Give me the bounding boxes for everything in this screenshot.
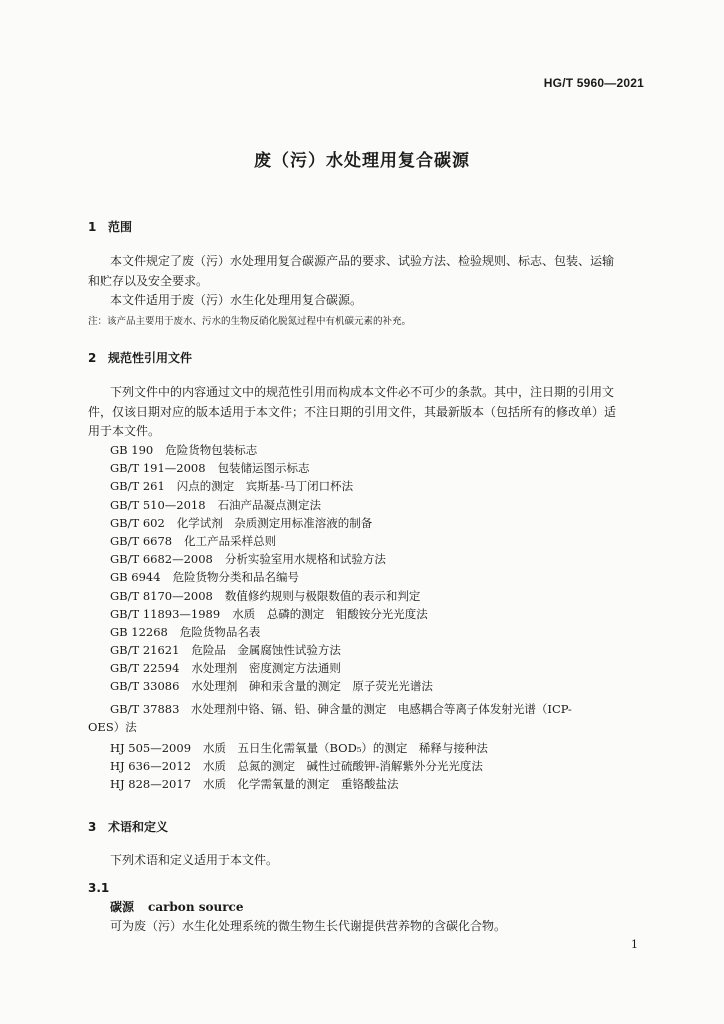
reference-code: GB/T 191—2008: [110, 461, 206, 476]
reference-title: 化工产品采样总则: [184, 533, 277, 548]
reference-line: GB/T 37883 水处理剂中铬、镉、铅、砷含量的测定 电感耦合等离子体发射光谱（ICP-: [110, 702, 572, 716]
reference-code: GB 12268: [110, 624, 168, 639]
reference-item: [110, 587, 650, 605]
reference-title: 分析实验室用水规格和试验方法: [224, 552, 386, 567]
reference-code: GB/T 22594: [110, 661, 180, 676]
section-3-heading: [88, 818, 168, 835]
reference-code: GB/T 510—2018: [110, 497, 206, 512]
reference-item: [110, 623, 650, 641]
reference-code: GB/T 8170—2008: [110, 588, 213, 603]
reference-title: 水质 五日生化需氧量（BOD₅）的测定 稀释与接种法: [203, 741, 488, 755]
reference-item: [110, 459, 650, 477]
reference-code: GB/T 602: [110, 515, 165, 530]
reference-title: 危险货物包装标志: [165, 443, 258, 457]
terms-intro: [88, 851, 648, 871]
reference-code: GB/T 11893—1989: [110, 606, 221, 621]
reference-item: [110, 739, 650, 757]
scope-line: 本文件规定了废（污）水处理用复合碳源产品的要求、试验方法、检验规则、标志、包装、运输: [110, 254, 615, 268]
reference-item: [110, 775, 650, 793]
term-english: carbon source: [148, 900, 244, 914]
reference-title: 水质 化学需氧量的测定 重铬酸盐法: [203, 777, 399, 792]
reference-title: 水质 总氮的测定 碱性过硫酸钾-消解紫外分光光度法: [203, 759, 483, 774]
section-title: 范围: [108, 220, 133, 234]
reference-code: GB/T 33086: [110, 679, 180, 694]
scope-note: 注：该产品主要用于废水、污水的生物反硝化脱氮过程中有机碳元素的补充。: [88, 316, 412, 327]
intro-line: 件，仅该日期对应的版本适用于本文件；不注日期的引用文件，其最新版本（包括所有的修改单）适: [88, 404, 617, 419]
reference-code: GB/T 6682—2008: [110, 552, 213, 567]
scope-paragraph-2: [88, 291, 648, 311]
document-code: HG/T 5960—2021: [543, 76, 644, 90]
reference-item: [110, 496, 650, 514]
reference-item: [110, 550, 650, 568]
scope-line: 和贮存以及安全要求。: [88, 273, 209, 288]
reference-code: HJ 505—2009: [110, 741, 192, 755]
reference-title: 包装储运图示标志: [217, 461, 310, 476]
scope-line: 本文件适用于废（污）水生化处理用复合碳源。: [110, 293, 363, 307]
terms-intro-text: 下列术语和定义适用于本文件。: [110, 853, 279, 867]
reference-code: GB/T 261: [110, 479, 165, 494]
section-number: 3: [88, 820, 97, 834]
reference-title: 危险品 金属腐蚀性试验方法: [191, 643, 341, 658]
reference-title: 危险货物品名表: [179, 624, 261, 639]
reference-code: GB/T 6678: [110, 533, 173, 548]
reference-line: OES）法: [88, 720, 137, 735]
term-heading: [110, 898, 243, 915]
reference-title: 化学试剂 杂质测定用标准溶液的制备: [176, 515, 373, 530]
reference-item: [110, 514, 650, 532]
reference-code: GB/T 21621: [110, 643, 180, 658]
reference-code: GB 6944: [110, 570, 161, 585]
reference-code: HJ 636—2012: [110, 759, 192, 774]
reference-item: [110, 477, 650, 495]
section-number: 2: [88, 351, 97, 365]
reference-item-long: [88, 700, 648, 736]
section-title: 术语和定义: [108, 820, 169, 834]
scope-paragraph-1: [88, 252, 648, 291]
normative-intro: [88, 383, 648, 442]
reference-list-hj: [110, 739, 650, 794]
intro-line: 下列文件中的内容通过文中的规范性引用而构成本文件必不可少的条款。其中，注日期的引用文: [110, 385, 615, 399]
reference-item: [110, 659, 650, 677]
reference-title: 数值修约规则与极限数值的表示和判定: [224, 588, 421, 603]
term-definition: 可为废（污）水生化处理系统的微生物生长代谢提供营养物的含碳化合物。: [110, 919, 507, 933]
reference-title: 石油产品凝点测定法: [217, 497, 322, 512]
reference-code: GB 190: [110, 443, 154, 457]
reference-title: 危险货物分类和品名编号: [172, 570, 300, 585]
section-1-heading: [88, 218, 132, 235]
reference-code: HJ 828—2017: [110, 777, 192, 792]
reference-item: [110, 568, 650, 586]
reference-list: [110, 441, 650, 696]
reference-item: [110, 605, 650, 623]
reference-item: [110, 441, 650, 459]
section-2-heading: [88, 349, 192, 366]
term-chinese: 碳源: [110, 900, 135, 914]
page-number: 1: [631, 938, 638, 951]
section-title: 规范性引用文件: [108, 351, 193, 365]
reference-item: [110, 641, 650, 659]
intro-line: 用于本文件。: [88, 424, 161, 438]
reference-title: 水质 总磷的测定 钼酸铵分光光度法: [232, 606, 428, 621]
reference-item: [110, 757, 650, 775]
section-number: 1: [88, 220, 97, 234]
reference-item: [110, 532, 650, 550]
reference-title: 闪点的测定 宾斯基-马丁闭口杯法: [176, 479, 354, 494]
reference-item: [110, 677, 650, 695]
reference-title: 水处理剂 砷和汞含量的测定 原子荧光光谱法: [191, 679, 433, 694]
term-number: 3.1: [88, 881, 110, 895]
document-title: 废（污）水处理用复合碳源: [254, 151, 470, 171]
reference-title: 水处理剂 密度测定方法通则: [191, 661, 341, 676]
